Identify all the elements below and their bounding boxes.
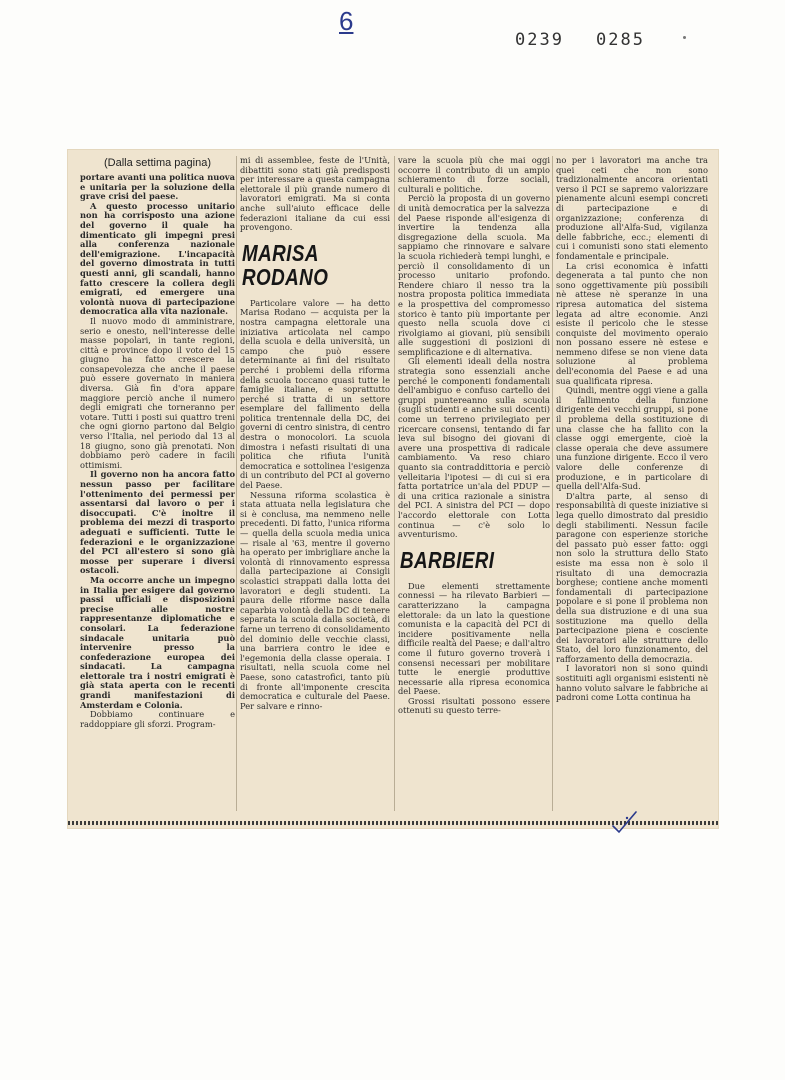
article-column-3 <box>398 156 550 811</box>
paragraph: Il nuovo modo di amministrare, serio e onesto, nell'interesse delle masse popolari, in tante regioni, città e province dopo il voto del 15 giugno ha fatto crescere la consapevolezza che anche il paese può essere governato in maniera diversa. Già fin d'ora appare maggiore perciò anche il numero degli emigrati che torneranno per votare. Tutti i posti sui quattro treni che ogni giorno partono dal Belgio verso l'Italia, nel periodo dal 13 al 18 giugno, sono già prenotati. Non dobbiamo però cadere in facili ottimismi. <box>80 315 235 470</box>
paragraph: Particolare valore — ha detto Marisa Rodano — acquista per la nostra campagna elettorale una iniziativa articolata nel campo della scuola e della università, un campo che può essere determinante ai fini del risultato perché i problemi della riforma della scuola toccano quasi tutte le famiglie italiane, e soprattutto perché si tratta di un settore esemplare del fallimento della politica trentennale della DC, dei governi di centro sinistra, di centro destra o monocolori. La scuola dimostra i nefasti risultati di una politica che rifiuta l'unità democratica e sottolinea l'esigenza di un contributo del PCI al governo del Paese. <box>240 297 390 491</box>
pen-check-mark <box>610 808 640 838</box>
article-column-2 <box>240 156 390 811</box>
ink-dot <box>683 36 686 39</box>
paragraph: Il governo non ha ancora fatto nessun passo per facilitare l'ottenimento dei permessi per assentarsi dal lavoro o per i disoccupati. C'è inoltre il problema dei mezzi di trasporto adeguati e sufficienti. Tutte le federazioni e le organizzazione del PCI all'estero si sono già mosse per superare i diversi ostacoli. <box>80 469 235 576</box>
headline-line: MARISA <box>242 239 319 266</box>
column-divider <box>552 156 553 811</box>
paragraph: vare la scuola più che mai oggi occorre il contributo di un ampio schieramento di forze sociali, culturali e politiche. <box>398 156 550 194</box>
page-number: 6 <box>339 6 354 36</box>
paragraph: Nessuna riforma scolastica è stata attuata nella legislatura che si è conclusa, ma nemmeno nelle precedenti. Di fatto, l'unica riforma — quella della scuola media unica — risale al '63, mentre il governo ha operato per imbrigliare anche la volontà di rinnovamento espressa dalla partecipazione ai Consigli scolastici strappati dalla lotta dei lavoratori e degli studenti. La paura delle riforme nasce dalla caparbia volontà della DC di tenere separata la scuola dalla società, di farne un terreno di consolidamento del dominio delle vecchie classi, una barriera contro le idee e l'egemonia della classe operaia. I risultati, nella scuola come nel Paese, sono catastrofici, tanto più di fronte all'imponente crescita democratica e culturale del Paese. Per salvare e rinno- <box>240 489 390 711</box>
paragraph: Perciò la proposta di un governo di unità democratica per la salvezza del Paese risponde all'esigenza di invertire la tendenza alla disgregazione della scuola. Ma sappiamo che rinnovare e salvare la scuola richiederà tempi lunghi, e perciò il consolidamento di un processo unitario profondo. Rendere chiaro il nesso tra la nostra proposta politica immediata e la prospettiva del compromesso storico è tanto più importante per questo nella scuola dove ci rivolgiamo ai giovani, più sensibili alle suggestioni di posizioni di semplificazione e di alternativa. <box>398 193 550 357</box>
archive-number-1: 0239 <box>515 30 564 50</box>
continued-from-label: (Dalla settima pagina) <box>104 157 211 169</box>
newspaper-clipping <box>68 150 718 828</box>
paragraph: Due elementi strettamente connessi — ha rilevato Barbieri — caratterizzano la campagna elettorale: da un lato la questione comunista e la capacità del PCI di incidere positivamente nella difficile realtà del Paese; e dall'altro come il futuro governo troverà i consensi necessari per mobilitare tutte le energie produttive necessarie alla ripresa economica del Paese. <box>398 580 550 697</box>
paragraph: D'altra parte, al senso di responsabilità di queste iniziative si lega quello dimostrato dal presidio degli stabilimenti. Nessun facile paragone con esperienze storiche del passato può esser fatto: oggi non solo la struttura dello Stato esiste ma essa non è solo il risultato di una democrazia borghese; contiene anche momenti fondamentali di partecipazione popolare e si pone il problema non della sua distruzione e di una sua sostituzione ma quello della partecipazione piena e cosciente dei lavoratori alle strutture dello Stato, del loro funzionamento, del rafforzamento della democrazia. <box>556 490 708 664</box>
paragraph: Ma occorre anche un impegno in Italia per esigere dal governo passi ufficiali e disposizioni precise alle nostre rappresentanze diplomatiche e consolari. La federazione sindacale unitaria può intervenire presso la confederazione europea dei sindacati. La campagna elettorale tra i nostri emigrati è già stata aperta con le recenti grandi manifestazioni di Amsterdam e Colonia. <box>80 574 235 710</box>
paragraph: mi di assemblee, feste de l'Unità, dibattiti sono stati già predisposti per interessare a questa campagna elettorale il più grande numero di lavoratori emigrati. Ma si conta anche sull'aiuto efficace delle federazioni italiane da cui essi provengono. <box>240 156 390 233</box>
paragraph: La crisi economica è infatti degenerata a tal punto che non sono oggettivamente più possibili nè attese nè speranze in una ripresa automatica del sistema legata ad altre economie. Anzi esiste il pericolo che le stesse conquiste del movimento operaio non possano essere nè estese e nemmeno difese se non viene data soluzione al problema dell'economia del Paese e ad una sua qualificata ripresa. <box>556 260 708 386</box>
paragraph: Quindi, mentre oggi viene a galla il fallimento della funzione dirigente dei vecchi gruppi, si pone il problema della sostituzione di una classe che ha fallito con la classe oggi emergente, cioè la classe operaia che deve assumere una funzione dirigente. Ecco il vero valore delle conferenze di produzione, e in particolare di quella dell'Alfa-Sud. <box>556 385 708 492</box>
paragraph: no per i lavoratori ma anche tra quei ceti che non sono tradizionalmente ancora orientati verso il PCI se sapremo valorizzare pienamente alcuni esempi concreti di partecipazione e di organizzazione; conferenza di produzione all'Alfa-Sud, vigilanza delle fabbriche, ecc.; elementi di cui i comunisti sono stati elemento fondamentale e principale. <box>556 156 708 261</box>
headline-barbieri: BARBIERI <box>400 546 495 573</box>
headline-rodano <box>242 241 363 289</box>
paragraph: Dobbiamo continuare e raddoppiare gli sforzi. Program- <box>80 709 235 729</box>
paragraph: Grossi risultati possono essere ottenuti su questo terre- <box>398 695 550 716</box>
paragraph: I lavoratori non si sono quindi sostituiti agli organismi esistenti nè hanno voluto salvare le fabbriche ai padroni come Lotta continua ha <box>556 663 708 703</box>
article-column-4 <box>556 156 708 811</box>
paragraph: A questo processo unitario non ha corrisposto una azione del governo il quale ha dimenticato gli impegni presi alla conferenza nazionale dell'emigrazione. L'incapacità del governo dimostrata in tutti questi anni, gli scandali, hanno fatto crescere la collera degli emigrati, ed emergere una volontà nuova di partecipazione democratica alla vita nazionale. <box>80 200 235 317</box>
paragraph: portare avanti una politica nuova e unitaria per la soluzione della grave crisi del paese. <box>80 172 235 202</box>
headline-line: RODANO <box>242 263 329 290</box>
column-divider <box>236 156 237 811</box>
column-divider <box>394 156 395 811</box>
paragraph: Gli elementi ideali della nostra strategia sono essenziali anche perché le componenti fondamentali dell'ambiguo e confuso cartello dei gruppi puntereanno sulla scuola (sugli studenti e anche sui docenti) come un terreno privilegiato per ricercare consensi, tentando di far leva sul bisogno dei giovani di avere una prospettiva di radicale cambiamento. Va reso chiaro quanto sia contraddittoria e perciò velleitaria l'ipotesi — di cui si era fatta portatrice un'ala del PDUP — di una critica razionale a sinistra del PCI. A sinistra del PCI — dopo l'accordo elettorale con Lotta continua — c'è solo lo avventurismo. <box>398 356 550 540</box>
archive-number-2: 0285 <box>596 30 645 50</box>
article-column-1 <box>80 156 235 811</box>
